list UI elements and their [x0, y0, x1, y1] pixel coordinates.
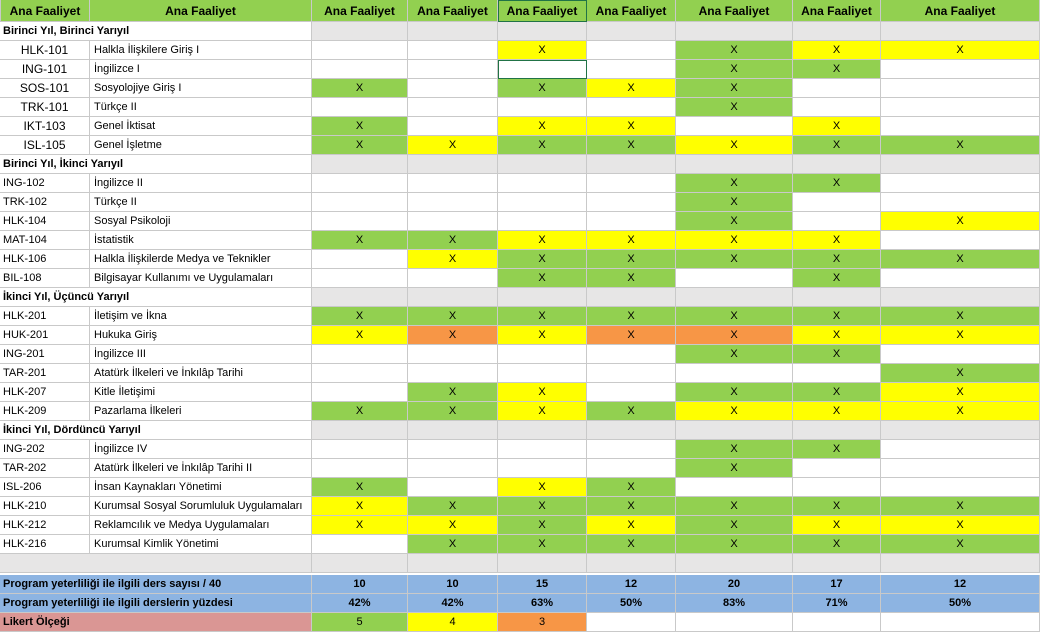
- competency-mark[interactable]: X: [408, 231, 498, 250]
- empty-cell[interactable]: [498, 459, 587, 478]
- percent-value[interactable]: 50%: [587, 594, 676, 613]
- section-filler-cell[interactable]: [498, 22, 587, 41]
- empty-cell[interactable]: [312, 174, 408, 193]
- empty-cell[interactable]: [793, 459, 881, 478]
- competency-mark[interactable]: X: [881, 41, 1040, 60]
- header-cell-a[interactable]: Ana Faaliyet: [0, 0, 90, 22]
- activity-header-2[interactable]: Ana Faaliyet: [408, 0, 498, 22]
- competency-mark[interactable]: X: [312, 307, 408, 326]
- empty-cell[interactable]: [881, 79, 1040, 98]
- competency-mark[interactable]: X: [676, 516, 793, 535]
- section-filler-cell[interactable]: [793, 155, 881, 174]
- section-filler-cell[interactable]: [881, 421, 1040, 440]
- course-code[interactable]: TRK-102: [0, 193, 90, 212]
- competency-mark[interactable]: X: [587, 250, 676, 269]
- competency-mark[interactable]: X: [881, 326, 1040, 345]
- competency-mark[interactable]: X: [498, 307, 587, 326]
- empty-cell[interactable]: [587, 174, 676, 193]
- count-value[interactable]: 10: [312, 575, 408, 594]
- separator-cell: [793, 554, 881, 573]
- empty-cell[interactable]: [676, 613, 793, 632]
- competency-mark[interactable]: X: [312, 136, 408, 155]
- empty-cell[interactable]: [881, 193, 1040, 212]
- section-filler-cell[interactable]: [676, 421, 793, 440]
- empty-cell[interactable]: [881, 231, 1040, 250]
- empty-cell[interactable]: [881, 440, 1040, 459]
- competency-mark[interactable]: X: [793, 250, 881, 269]
- competency-mark[interactable]: X: [881, 402, 1040, 421]
- competency-mark[interactable]: X: [312, 478, 408, 497]
- empty-cell[interactable]: [881, 269, 1040, 288]
- course-name[interactable]: Atatürk İlkeleri ve İnkılâp Tarihi: [90, 364, 312, 383]
- percent-value[interactable]: 42%: [312, 594, 408, 613]
- empty-cell[interactable]: [312, 535, 408, 554]
- competency-mark[interactable]: X: [676, 212, 793, 231]
- empty-cell[interactable]: [498, 364, 587, 383]
- competency-mark[interactable]: X: [498, 497, 587, 516]
- empty-cell[interactable]: [676, 364, 793, 383]
- competency-mark[interactable]: X: [408, 307, 498, 326]
- likert-value[interactable]: 4: [408, 613, 498, 632]
- empty-cell[interactable]: [408, 98, 498, 117]
- competency-mark[interactable]: X: [498, 79, 587, 98]
- empty-cell[interactable]: [587, 383, 676, 402]
- competency-mark[interactable]: X: [793, 307, 881, 326]
- empty-cell[interactable]: [408, 345, 498, 364]
- competency-mark[interactable]: X: [881, 307, 1040, 326]
- section-filler-cell[interactable]: [587, 22, 676, 41]
- course-name[interactable]: İngilizce I: [90, 60, 312, 79]
- course-name[interactable]: Sosyal Psikoloji: [90, 212, 312, 231]
- section-filler-cell[interactable]: [587, 288, 676, 307]
- section-filler-cell[interactable]: [793, 421, 881, 440]
- section-filler-cell[interactable]: [881, 22, 1040, 41]
- competency-mark[interactable]: X: [408, 326, 498, 345]
- activity-header-5[interactable]: Ana Faaliyet: [676, 0, 793, 22]
- separator-cell: [587, 554, 676, 573]
- course-code[interactable]: HLK-207: [0, 383, 90, 402]
- course-name[interactable]: İngilizce II: [90, 174, 312, 193]
- competency-mark[interactable]: X: [793, 345, 881, 364]
- competency-mark[interactable]: X: [587, 307, 676, 326]
- course-name[interactable]: Genel İşletme: [90, 136, 312, 155]
- percent-value[interactable]: 50%: [881, 594, 1040, 613]
- empty-cell[interactable]: [498, 60, 587, 79]
- course-code[interactable]: HLK-216: [0, 535, 90, 554]
- competency-mark[interactable]: X: [676, 174, 793, 193]
- competency-mark[interactable]: X: [676, 79, 793, 98]
- competency-mark[interactable]: X: [498, 41, 587, 60]
- course-name[interactable]: İstatistik: [90, 231, 312, 250]
- competency-mark[interactable]: X: [587, 231, 676, 250]
- competency-mark[interactable]: X: [587, 478, 676, 497]
- section-filler-cell[interactable]: [312, 155, 408, 174]
- competency-mark[interactable]: X: [587, 79, 676, 98]
- competency-mark[interactable]: X: [408, 497, 498, 516]
- competency-mark[interactable]: X: [498, 250, 587, 269]
- competency-mark[interactable]: X: [408, 535, 498, 554]
- empty-cell[interactable]: [793, 613, 881, 632]
- empty-cell[interactable]: [312, 250, 408, 269]
- competency-mark[interactable]: X: [676, 60, 793, 79]
- course-name[interactable]: İngilizce IV: [90, 440, 312, 459]
- competency-mark[interactable]: X: [587, 402, 676, 421]
- competency-mark[interactable]: X: [587, 326, 676, 345]
- activity-header-4[interactable]: Ana Faaliyet: [587, 0, 676, 22]
- empty-cell[interactable]: [881, 174, 1040, 193]
- section-filler-cell[interactable]: [408, 421, 498, 440]
- activity-header-1[interactable]: Ana Faaliyet: [312, 0, 408, 22]
- competency-mark[interactable]: X: [676, 326, 793, 345]
- empty-cell[interactable]: [498, 98, 587, 117]
- course-name[interactable]: İletişim ve İkna: [90, 307, 312, 326]
- course-name[interactable]: İnsan Kaynakları Yönetimi: [90, 478, 312, 497]
- separator-cell: [676, 554, 793, 573]
- separator-cell: [498, 554, 587, 573]
- competency-mark[interactable]: X: [676, 402, 793, 421]
- empty-cell[interactable]: [793, 98, 881, 117]
- empty-cell[interactable]: [312, 364, 408, 383]
- competency-mark[interactable]: X: [408, 383, 498, 402]
- empty-cell[interactable]: [587, 98, 676, 117]
- competency-mark[interactable]: X: [676, 98, 793, 117]
- competency-mark[interactable]: X: [676, 136, 793, 155]
- competency-mark[interactable]: X: [676, 345, 793, 364]
- section-filler-cell[interactable]: [498, 288, 587, 307]
- course-code[interactable]: ING-201: [0, 345, 90, 364]
- empty-cell[interactable]: [881, 98, 1040, 117]
- competency-mark[interactable]: X: [676, 250, 793, 269]
- empty-cell[interactable]: [312, 60, 408, 79]
- competency-mark[interactable]: X: [881, 535, 1040, 554]
- competency-mark[interactable]: X: [676, 497, 793, 516]
- percent-label[interactable]: Program yeterliliği ile ilgili derslerin yüzdesi: [0, 594, 312, 613]
- course-name[interactable]: Kurumsal Kimlik Yönetimi: [90, 535, 312, 554]
- header-cell-b[interactable]: Ana Faaliyet: [90, 0, 312, 22]
- empty-cell[interactable]: [498, 174, 587, 193]
- empty-cell[interactable]: [408, 212, 498, 231]
- competency-mark[interactable]: X: [498, 117, 587, 136]
- course-code[interactable]: ISL-206: [0, 478, 90, 497]
- course-name[interactable]: İngilizce III: [90, 345, 312, 364]
- competency-mark[interactable]: X: [881, 250, 1040, 269]
- activity-header-3[interactable]: Ana Faaliyet: [498, 0, 587, 22]
- competency-mark[interactable]: X: [676, 440, 793, 459]
- empty-cell[interactable]: [408, 269, 498, 288]
- competency-mark[interactable]: X: [498, 383, 587, 402]
- likert-label[interactable]: Likert Ölçeği: [0, 613, 312, 632]
- empty-cell[interactable]: [881, 345, 1040, 364]
- competency-mark[interactable]: X: [676, 383, 793, 402]
- likert-value[interactable]: 3: [498, 613, 587, 632]
- section-filler-cell[interactable]: [881, 155, 1040, 174]
- competency-mark[interactable]: X: [881, 136, 1040, 155]
- course-name[interactable]: Kitle İletişimi: [90, 383, 312, 402]
- empty-cell[interactable]: [881, 60, 1040, 79]
- competency-mark[interactable]: X: [312, 516, 408, 535]
- competency-mark[interactable]: X: [312, 79, 408, 98]
- percent-value[interactable]: 83%: [676, 594, 793, 613]
- competency-mark[interactable]: X: [676, 535, 793, 554]
- course-name[interactable]: Türkçe II: [90, 98, 312, 117]
- competency-mark[interactable]: X: [312, 497, 408, 516]
- competency-mark[interactable]: X: [587, 136, 676, 155]
- empty-cell[interactable]: [793, 193, 881, 212]
- competency-mark[interactable]: X: [793, 231, 881, 250]
- empty-cell[interactable]: [312, 440, 408, 459]
- count-label[interactable]: Program yeterliliği ile ilgili ders sayısı / 40: [0, 575, 312, 594]
- competency-mark[interactable]: X: [793, 269, 881, 288]
- section-filler-cell[interactable]: [408, 22, 498, 41]
- percent-value[interactable]: 42%: [408, 594, 498, 613]
- section-filler-cell[interactable]: [793, 22, 881, 41]
- competency-mark[interactable]: X: [793, 41, 881, 60]
- competency-mark[interactable]: X: [676, 307, 793, 326]
- activity-header-7[interactable]: Ana Faaliyet: [881, 0, 1040, 22]
- empty-cell[interactable]: [498, 193, 587, 212]
- empty-cell[interactable]: [408, 41, 498, 60]
- section-filler-cell[interactable]: [408, 288, 498, 307]
- competency-mark[interactable]: X: [793, 516, 881, 535]
- empty-cell[interactable]: [676, 478, 793, 497]
- competency-mark[interactable]: X: [498, 478, 587, 497]
- course-name[interactable]: Halkla İlişkilere Giriş I: [90, 41, 312, 60]
- competency-mark[interactable]: X: [498, 231, 587, 250]
- empty-cell[interactable]: [587, 212, 676, 231]
- empty-cell[interactable]: [408, 459, 498, 478]
- competency-mark[interactable]: X: [793, 402, 881, 421]
- competency-mark[interactable]: X: [312, 231, 408, 250]
- competency-mark[interactable]: X: [587, 497, 676, 516]
- competency-mark[interactable]: X: [676, 459, 793, 478]
- separator-row: [0, 554, 312, 573]
- competency-mark[interactable]: X: [312, 402, 408, 421]
- section-filler-cell[interactable]: [587, 421, 676, 440]
- section-title[interactable]: İkinci Yıl, Dördüncü Yarıyıl: [0, 421, 312, 440]
- course-code[interactable]: SOS-101: [0, 79, 90, 98]
- section-filler-cell[interactable]: [676, 22, 793, 41]
- section-filler-cell[interactable]: [312, 22, 408, 41]
- competency-mark[interactable]: X: [676, 193, 793, 212]
- empty-cell[interactable]: [793, 478, 881, 497]
- course-code[interactable]: HLK-106: [0, 250, 90, 269]
- competency-mark[interactable]: X: [881, 497, 1040, 516]
- competency-mark[interactable]: X: [793, 174, 881, 193]
- empty-cell[interactable]: [676, 117, 793, 136]
- section-filler-cell[interactable]: [881, 288, 1040, 307]
- empty-cell[interactable]: [676, 269, 793, 288]
- empty-cell[interactable]: [587, 459, 676, 478]
- count-value[interactable]: 10: [408, 575, 498, 594]
- section-filler-cell[interactable]: [498, 155, 587, 174]
- competency-mark[interactable]: X: [498, 535, 587, 554]
- empty-cell[interactable]: [312, 193, 408, 212]
- empty-cell[interactable]: [408, 174, 498, 193]
- competency-mark[interactable]: X: [498, 516, 587, 535]
- course-code[interactable]: HLK-209: [0, 402, 90, 421]
- course-code[interactable]: TAR-201: [0, 364, 90, 383]
- competency-mark[interactable]: X: [793, 440, 881, 459]
- activity-header-6[interactable]: Ana Faaliyet: [793, 0, 881, 22]
- empty-cell[interactable]: [793, 212, 881, 231]
- percent-value[interactable]: 63%: [498, 594, 587, 613]
- empty-cell[interactable]: [312, 345, 408, 364]
- course-name[interactable]: Türkçe II: [90, 193, 312, 212]
- count-value[interactable]: 12: [587, 575, 676, 594]
- empty-cell[interactable]: [408, 440, 498, 459]
- count-value[interactable]: 20: [676, 575, 793, 594]
- percent-value[interactable]: 71%: [793, 594, 881, 613]
- competency-mark[interactable]: X: [587, 535, 676, 554]
- competency-mark[interactable]: X: [408, 516, 498, 535]
- empty-cell[interactable]: [587, 613, 676, 632]
- empty-cell[interactable]: [587, 345, 676, 364]
- separator-cell: [312, 554, 408, 573]
- empty-cell[interactable]: [312, 459, 408, 478]
- competency-mark[interactable]: X: [676, 41, 793, 60]
- section-filler-cell[interactable]: [408, 155, 498, 174]
- empty-cell[interactable]: [408, 79, 498, 98]
- course-code[interactable]: BIL-108: [0, 269, 90, 288]
- course-name[interactable]: Genel İktisat: [90, 117, 312, 136]
- competency-mark[interactable]: X: [408, 250, 498, 269]
- competency-mark[interactable]: X: [408, 136, 498, 155]
- separator-cell: [408, 554, 498, 573]
- empty-cell[interactable]: [408, 193, 498, 212]
- section-filler-cell[interactable]: [676, 155, 793, 174]
- course-code[interactable]: HLK-210: [0, 497, 90, 516]
- competency-mark[interactable]: X: [312, 117, 408, 136]
- competency-mark[interactable]: X: [793, 326, 881, 345]
- competency-mark[interactable]: X: [881, 364, 1040, 383]
- empty-cell[interactable]: [587, 41, 676, 60]
- course-code[interactable]: HUK-201: [0, 326, 90, 345]
- competency-mark[interactable]: X: [881, 516, 1040, 535]
- course-name[interactable]: Hukuka Giriş: [90, 326, 312, 345]
- course-code[interactable]: MAT-104: [0, 231, 90, 250]
- competency-mark[interactable]: X: [587, 516, 676, 535]
- empty-cell[interactable]: [881, 613, 1040, 632]
- count-value[interactable]: 15: [498, 575, 587, 594]
- count-value[interactable]: 12: [881, 575, 1040, 594]
- empty-cell[interactable]: [881, 459, 1040, 478]
- empty-cell[interactable]: [881, 117, 1040, 136]
- empty-cell[interactable]: [498, 440, 587, 459]
- course-name[interactable]: Halkla İlişkilerde Medya ve Teknikler: [90, 250, 312, 269]
- competency-mark[interactable]: X: [587, 269, 676, 288]
- competency-mark[interactable]: X: [793, 535, 881, 554]
- section-filler-cell[interactable]: [587, 155, 676, 174]
- competency-mark[interactable]: X: [408, 402, 498, 421]
- competency-mark[interactable]: X: [793, 136, 881, 155]
- course-name[interactable]: Atatürk İlkeleri ve İnkılâp Tarihi II: [90, 459, 312, 478]
- empty-cell[interactable]: [312, 41, 408, 60]
- course-code[interactable]: HLK-104: [0, 212, 90, 231]
- empty-cell[interactable]: [587, 440, 676, 459]
- empty-cell[interactable]: [312, 269, 408, 288]
- empty-cell[interactable]: [587, 364, 676, 383]
- section-title[interactable]: Birinci Yıl, İkinci Yarıyıl: [0, 155, 312, 174]
- section-filler-cell[interactable]: [793, 288, 881, 307]
- section-filler-cell[interactable]: [498, 421, 587, 440]
- section-filler-cell[interactable]: [676, 288, 793, 307]
- empty-cell[interactable]: [408, 117, 498, 136]
- competency-mark[interactable]: X: [587, 117, 676, 136]
- section-title[interactable]: Birinci Yıl, Birinci Yarıyıl: [0, 22, 312, 41]
- competency-mark[interactable]: X: [793, 60, 881, 79]
- course-name[interactable]: Reklamcılık ve Medya Uygulamaları: [90, 516, 312, 535]
- course-code[interactable]: ISL-105: [0, 136, 90, 155]
- competency-mark[interactable]: X: [312, 326, 408, 345]
- course-code[interactable]: TRK-101: [0, 98, 90, 117]
- course-code[interactable]: TAR-202: [0, 459, 90, 478]
- competency-mark[interactable]: X: [676, 231, 793, 250]
- competency-mark[interactable]: X: [498, 402, 587, 421]
- course-code[interactable]: ING-102: [0, 174, 90, 193]
- course-name[interactable]: Kurumsal Sosyal Sorumluluk Uygulamaları: [90, 497, 312, 516]
- empty-cell[interactable]: [793, 364, 881, 383]
- competency-mark[interactable]: X: [793, 117, 881, 136]
- empty-cell[interactable]: [408, 478, 498, 497]
- course-name[interactable]: Sosyolojiye Giriş I: [90, 79, 312, 98]
- course-code[interactable]: ING-202: [0, 440, 90, 459]
- empty-cell[interactable]: [498, 345, 587, 364]
- empty-cell[interactable]: [408, 60, 498, 79]
- empty-cell[interactable]: [408, 364, 498, 383]
- competency-mark[interactable]: X: [793, 383, 881, 402]
- course-code[interactable]: ING-101: [0, 60, 90, 79]
- empty-cell[interactable]: [587, 60, 676, 79]
- empty-cell[interactable]: [312, 98, 408, 117]
- empty-cell[interactable]: [498, 212, 587, 231]
- section-filler-cell[interactable]: [312, 421, 408, 440]
- empty-cell[interactable]: [881, 478, 1040, 497]
- section-filler-cell[interactable]: [312, 288, 408, 307]
- count-value[interactable]: 17: [793, 575, 881, 594]
- course-name[interactable]: Bilgisayar Kullanımı ve Uygulamaları: [90, 269, 312, 288]
- course-code[interactable]: HLK-201: [0, 307, 90, 326]
- competency-mark[interactable]: X: [498, 269, 587, 288]
- competency-mark[interactable]: X: [498, 136, 587, 155]
- course-code[interactable]: HLK-101: [0, 41, 90, 60]
- separator-cell: [881, 554, 1040, 573]
- course-code[interactable]: IKT-103: [0, 117, 90, 136]
- competency-mark[interactable]: X: [793, 497, 881, 516]
- competency-mark[interactable]: X: [881, 212, 1040, 231]
- competency-mark[interactable]: X: [498, 326, 587, 345]
- section-title[interactable]: İkinci Yıl, Üçüncü Yarıyıl: [0, 288, 312, 307]
- course-name[interactable]: Pazarlama İlkeleri: [90, 402, 312, 421]
- empty-cell[interactable]: [587, 193, 676, 212]
- course-code[interactable]: HLK-212: [0, 516, 90, 535]
- empty-cell[interactable]: [312, 212, 408, 231]
- likert-value[interactable]: 5: [312, 613, 408, 632]
- competency-mark[interactable]: X: [881, 383, 1040, 402]
- empty-cell[interactable]: [312, 383, 408, 402]
- empty-cell[interactable]: [793, 79, 881, 98]
